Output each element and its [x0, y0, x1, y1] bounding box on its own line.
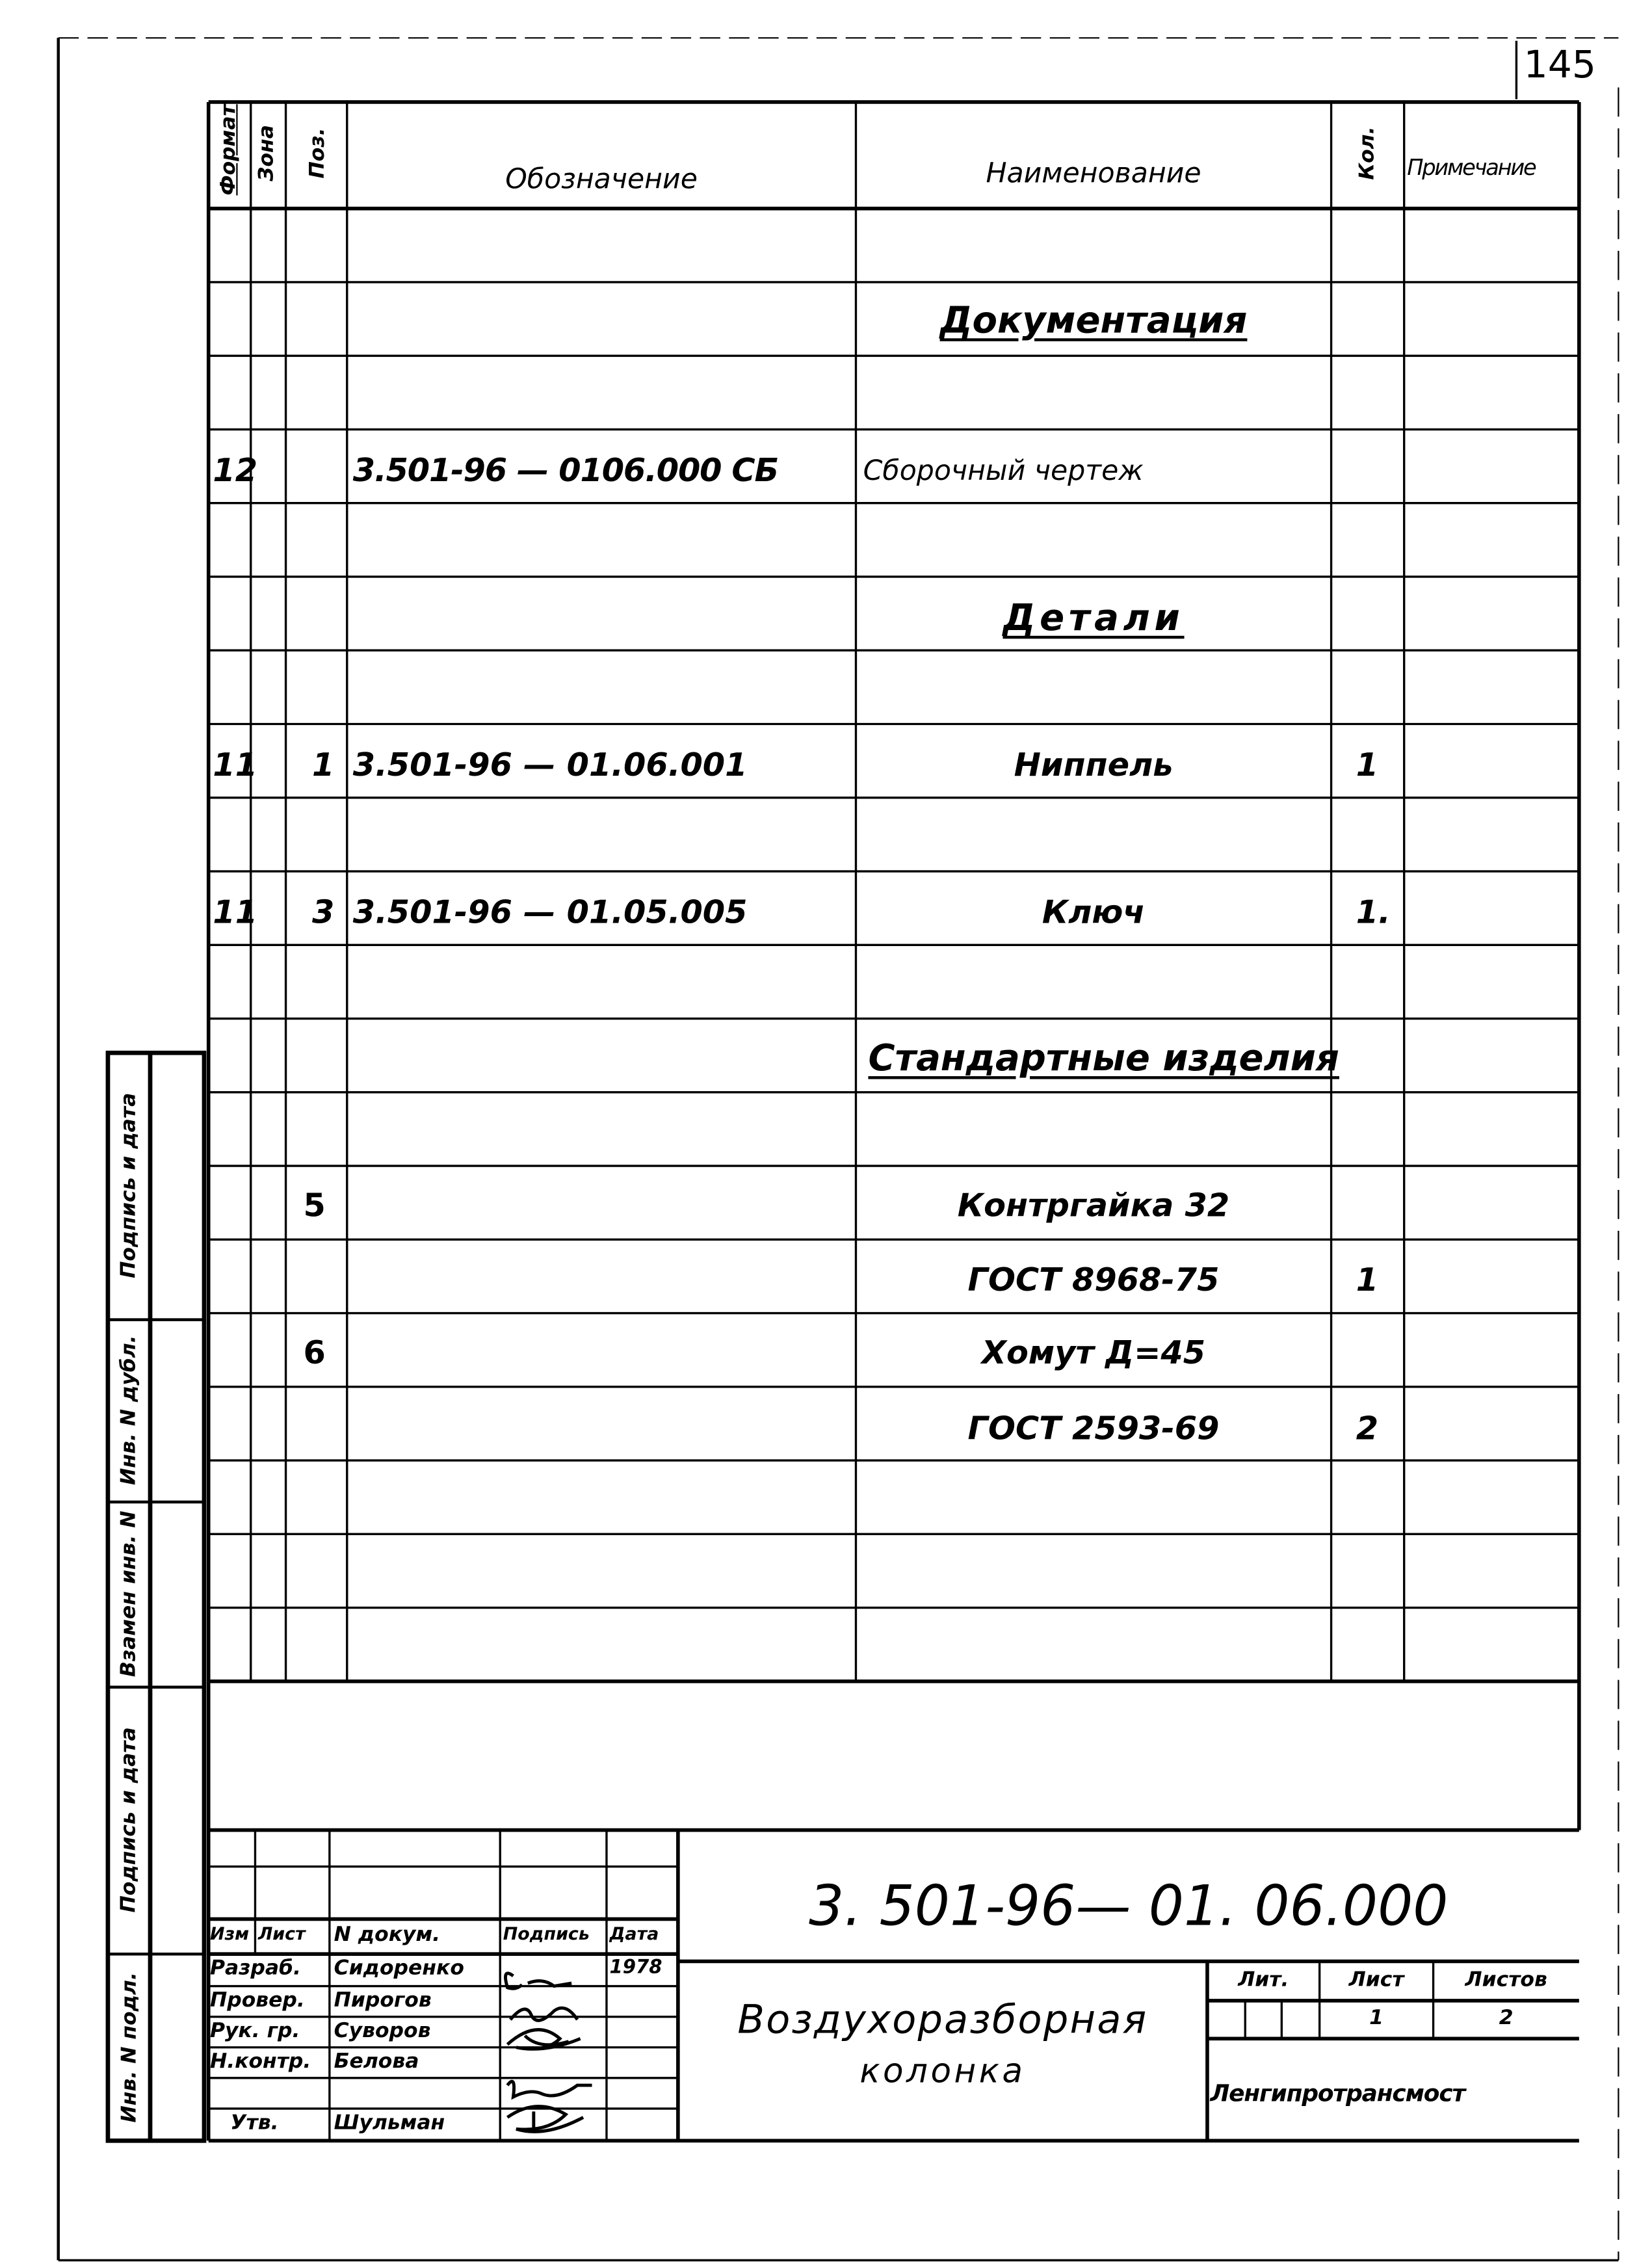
- tb-role: Провер.: [209, 1989, 305, 2012]
- header-zone: Зона: [255, 125, 279, 181]
- tb-person-name: Сидоренко: [334, 1956, 464, 1981]
- section-parts: Детали: [1003, 596, 1185, 639]
- section-documentation: Документация: [939, 298, 1248, 341]
- sheets-value: 2: [1499, 2006, 1514, 2030]
- row-name: ГОСТ 2593-69: [967, 1411, 1220, 1449]
- tb-person-name: Суворов: [334, 2020, 431, 2044]
- tb-person-name: Белова: [334, 2050, 419, 2074]
- tb-person-name: Шульман: [334, 2111, 445, 2135]
- row-quantity: 1: [1356, 1263, 1379, 1300]
- tb-header-change: Изм: [209, 1923, 250, 1944]
- row-name: Сборочный чертеж: [863, 455, 1144, 488]
- row-name: Ключ: [1042, 895, 1146, 932]
- row-name: Ниппель: [1014, 748, 1173, 785]
- side-label-duplicate-inv: Инв. N дубл.: [117, 1335, 141, 1485]
- sheet-value: 1: [1369, 2006, 1384, 2030]
- header-position: Поз.: [306, 127, 330, 179]
- side-label-signature-date: Подпись и дата: [117, 1092, 141, 1278]
- page-number: 145: [1523, 44, 1596, 88]
- header-note: Примечание: [1407, 154, 1536, 181]
- tb-date: 1978: [609, 1956, 662, 1979]
- tb-header-signature: Подпись: [503, 1923, 590, 1944]
- row-format: 11: [213, 748, 258, 785]
- tb-header-sheet: Лист: [257, 1923, 306, 1944]
- side-label-signature-date-2: Подпись и дата: [117, 1727, 141, 1913]
- title-line-1: Воздухоразборная: [737, 1997, 1148, 2044]
- row-format: 12: [213, 453, 258, 490]
- side-label-original-inv: Инв. N подл.: [118, 1972, 142, 2123]
- side-label-replacement-inv: Взамен инв. N: [117, 1510, 141, 1678]
- header-name: Наименование: [986, 157, 1201, 190]
- title-line-2: колонка: [859, 2053, 1026, 2092]
- tb-role: Утв.: [230, 2111, 279, 2135]
- row-designation: 3.501-96 — 01.05.005: [352, 895, 748, 932]
- document-number: 3. 501-96— 01. 06.000: [809, 1873, 1449, 1938]
- sheet-label: Лист: [1348, 1968, 1404, 1992]
- header-format: Формат: [217, 104, 241, 196]
- row-quantity: 1.: [1356, 895, 1391, 932]
- organization: Ленгипротрансмост: [1210, 2079, 1465, 2107]
- row-quantity: 2: [1356, 1411, 1379, 1449]
- lit-label: Лит.: [1238, 1968, 1289, 1992]
- sheets-label: Листов: [1465, 1968, 1547, 1992]
- tb-header-date: Дата: [609, 1923, 659, 1944]
- row-designation: 3.501-96 — 01.06.001: [352, 748, 748, 785]
- row-format: 11: [213, 895, 258, 932]
- tb-person-name: Пирогов: [334, 1989, 432, 2012]
- row-quantity: 1: [1356, 748, 1379, 785]
- row-name: ГОСТ 8968-75: [967, 1263, 1220, 1300]
- row-designation: 3.501-96 — 0106.000 СБ: [352, 453, 779, 490]
- tb-header-doc-no: N докум.: [334, 1923, 441, 1947]
- row-position: 3: [311, 895, 335, 932]
- tb-role: Рук. гр.: [209, 2020, 300, 2044]
- row-position: 6: [303, 1336, 326, 1373]
- row-position: 1: [311, 748, 335, 785]
- row-name: Хомут Д=45: [981, 1336, 1206, 1373]
- header-quantity: Кол.: [1356, 126, 1380, 180]
- tb-role: Разраб.: [209, 1956, 301, 1981]
- row-name: Контргайка 32: [957, 1188, 1230, 1225]
- row-position: 5: [303, 1188, 326, 1225]
- section-standard-items: Стандартные изделия: [868, 1036, 1339, 1079]
- tb-role: Н.контр.: [209, 2050, 311, 2074]
- header-designation: Обозначение: [505, 163, 698, 196]
